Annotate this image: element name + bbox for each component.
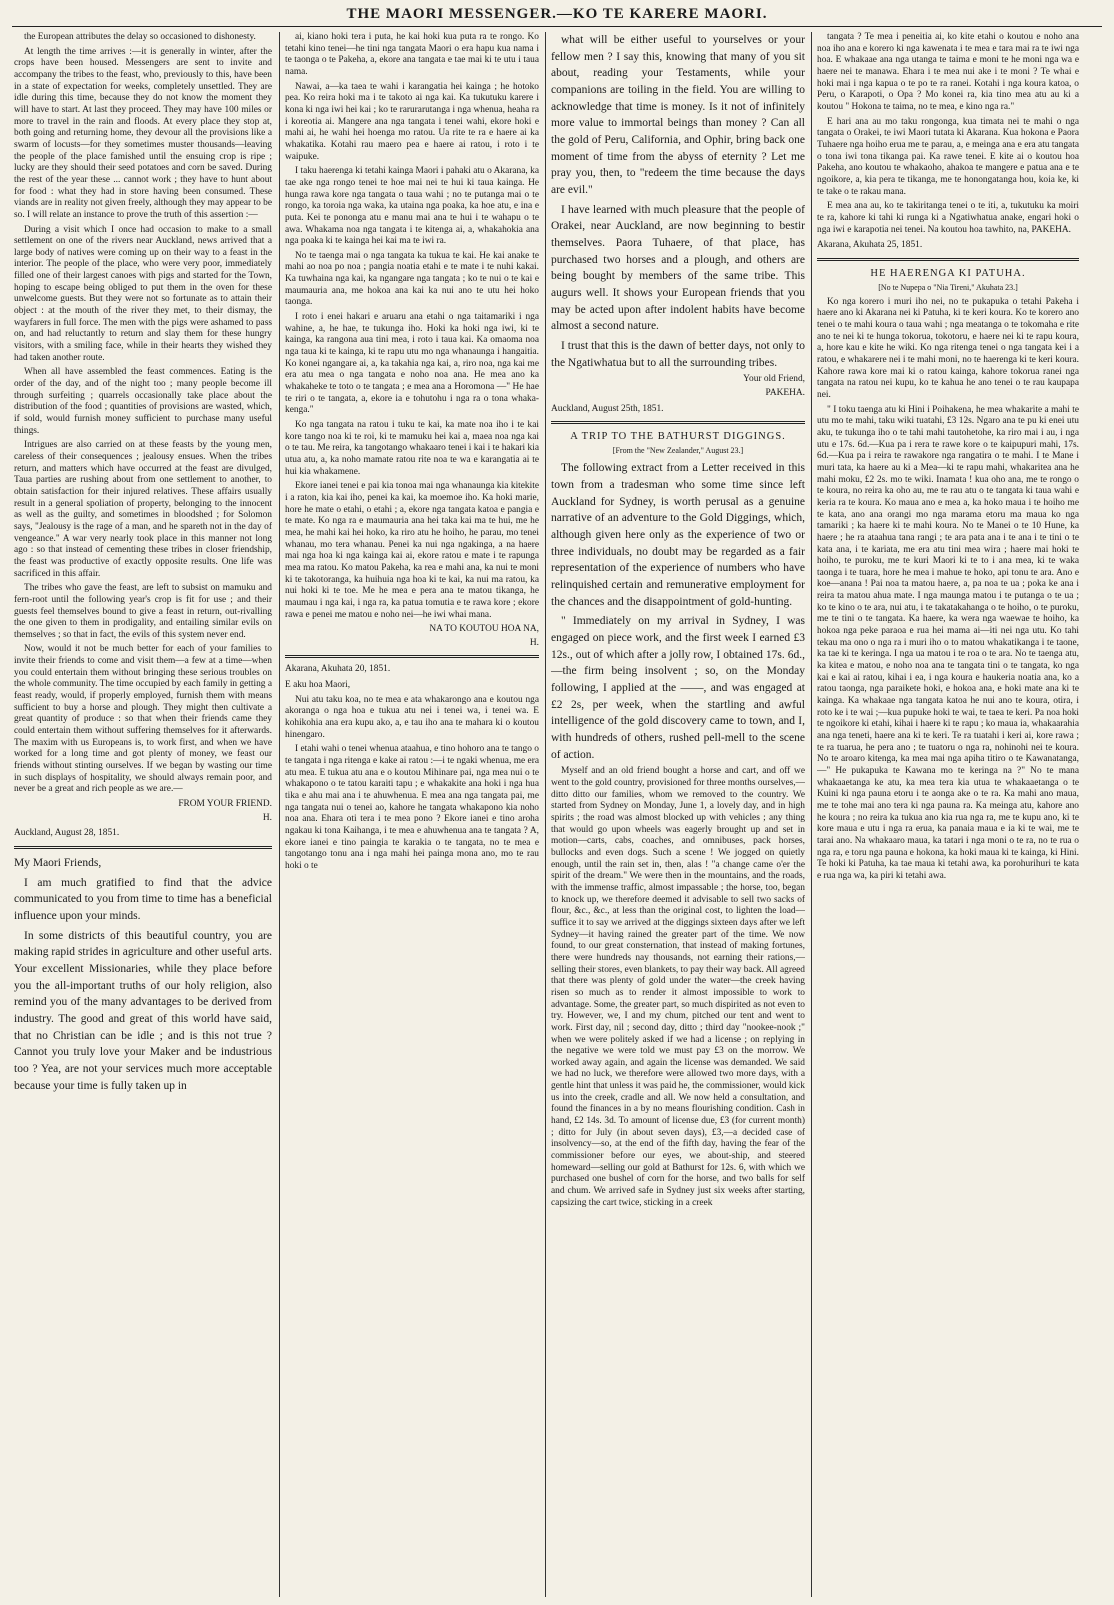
article-source: [From the "New Zealander," August 23.] [612, 446, 744, 456]
article-feasts-maori [285, 32, 539, 621]
paragraph: what will be either useful to yourselves or your fellow men ? I say this, knowing that many of you sit about, reading your Testaments, while your companions are toiling in the field. You are willing to acknowledge that time is money. Is it not of infinitely more value to immortal beings than money ? Can all the gold of Peru, California, and Ophir, bring back one moment of time from the abyss of eternity ? Let me pray you, then, to "redeem the time because the days are evil." [551, 34, 805, 197]
paragraph: Nawai, a—ka taea te wahi i karangatia hei kainga ; he hotoko pea. Ko reira hoki ma i te takoto ai nga kai. Ka tukutuku karere i kona ki nga iwi hei kai ; ko te rarurarutanga i nga whenua, heaha ra i koreotia ai. Mangere ana nga tangata i tenei wahi, ekore hoki e mahi ai, he wahi hei hoenga mo ratou. Ua rite te ra e haere ai ka whakatika. Kotahi rau maero pea e haere ai ratou, i roto i te waipuke. [285, 81, 539, 162]
letter-english-continued [551, 32, 805, 371]
column-rule [545, 32, 546, 1597]
paragraph: E mea ana au, ko te takiritanga tenei o te iti, a, tukutuku ka moiri te ra, kahore ki tahi ki runga ki a Ngatiwhatua anake, engari hoki o nga iwi e karapotia nei tenei. Na koutou hoa tawhito, na, PAKEHA. [817, 201, 1079, 235]
paragraph: the European attributes the delay so occasioned to dishonesty. [24, 32, 256, 42]
dateline: Akarana, Akuhata 20, 1851. [285, 664, 391, 675]
signature-initial: H. [262, 812, 272, 823]
dateline: Auckland, August 25th, 1851. [551, 403, 664, 414]
column-4 [817, 32, 1079, 1597]
signature: FROM YOUR FRIEND. [178, 799, 272, 809]
column-rule [811, 32, 812, 1597]
section-divider [285, 655, 539, 658]
article-heading: A TRIP TO THE BATHURST DIGGINGS. [570, 431, 786, 443]
paragraph: I roto i enei hakari e aruaru ana etahi o nga taitamariki i nga wahine, a, he hae, te tukunga iho. Hoki ka hoki nga iwi, ki te kainga, ka rangona aua tini mea, i roto i taua kai. Ka omaoma noa nga taua ki te kainga, ki te rapu utu mo nga whanaunga i hangaitia. Ko konei ngangare ai, a, ka takahia nga kai, a, riro noa, nga kai me era atu mea o nga tangata e noho noa ana. He mea ano ka whakaheke te toto o te tangata ; e mea ana a Horomona —" He hae te riri o te tangata, a, ekore ia e tohutohu i nga ra o tona whaka-kenga." [285, 312, 539, 416]
column-1 [14, 32, 272, 1597]
paragraph: Now, would it not be much better for each of your families to invite their friends to come and visit them—a few at a time—when you could entertain them without bringing these serious troubles on the whole community. The time occupied by each family in getting a feast ready, would, if properly employed, furnish them with means sufficient to buy a horse and plough. They might then cultivate a great quantity of produce : so that when their friends came they could entertain them without suffering themselves for it afterwards. The maxim with us Europeans is, to work first, and when we have worked for a long time and got plenty of money, we feast our friends without stinting ourselves. If we began by wasting our time in such displays of hospitality, we should always remain poor, and never be a great and rich people as we are.— [14, 644, 272, 795]
paragraph: tangata ? Te mea i peneitia ai, ko kite etahi o koutou e noho ana noa iho ana e korero ki nga kawenata i te mea e tara mai ra te iwi nga hoa. E whakaae ana nga utanga te taima e moni te he moni nga wa e haere nei te manawa. Ehara i te mea nui ake i te moni ? Te whai e hoki mai i nga kapua o te po te ra ranei. Kotahi i nga koura katoa, o Peru, o Karapoti, o Opa ? Mo konei ra, kia tino mea atu au ki a koutou " Hokona te taima, no te mea, e kino nga ra." [817, 32, 1079, 112]
column-3 [551, 32, 805, 1597]
paragraph: ai, kiano hoki tera i puta, he kai hoki kua puta ra te rongo. Ko tetahi kino tenei—he tini nga tangata Maori o era hapu kua nama i te taonga o te Pakeha, a, ekore ana tangata e tae mai ki te utu i taua nama. [285, 32, 539, 77]
masthead: THE MAORI MESSENGER.—KO TE KARERE MAORI. [346, 6, 768, 22]
paragraph: No te taenga mai o nga tangata ka tukua te kai. He kai anake te mahi ao noa po noa ; pangia noatia etahi e te mate i te nuhi kakai. Ka tuwhaina nga kai, ka ngangare nga tangata ; ko te nui o te kai e maumauria ana, me hokoa ana kai ka nui ano te utu hei hoko taonga. [285, 250, 539, 308]
paragraph: At length the time arrives :—it is generally in winter, after the crops have been housed. Messengers are sent to invite and accompany the tribes to the feast, who, previously to this, have been in a state of expectation for weeks, completely unsettled. They are idle during this time, because they do not know the moment they will have to start. At last they proceed. They may have 100 miles or more to travel in the rain and floods. At every place they stop at, both going and returning home, they devour all the provisions like a swarm of locusts—for they sometimes muster thousands—leaving the people of the place famished until the ensuing crop is ripe ; lucky are they should their seed potatoes and corn be saved. During the rest of the year these ... cannot work ; they have to hunt about for food : what they had in store having been consumed. These viands are in reality not given freely, although they may appear to be so. I will relate an instance to prove the truth of this assertion :— [14, 46, 272, 220]
column-rule [279, 32, 280, 1597]
signature: NA TO KOUTOU HOA NA, [429, 624, 539, 635]
letter-maori [285, 695, 539, 873]
signature-name: PAKEHA. [765, 388, 805, 399]
article-intro: Ko nga korero i muri iho nei, no te pukapuka o tetahi Pakeha i haere ano ki Akarana nei ki Patuha, ki te keri koura. Ko te korero ano tenei o te mahi koura o taua wahi ; nga meatanga o te tokomaha e rite ano te nei ki te hunga tokorua, tokotoru, e haere nei ki te rapu koura, a, hore kau e kite he wiki. Ko nga ritenga tenei o nga tangata kei i a ratou, e whakarere nei i te mahi moni, no te haerenga ki te keri koura. Kahore rawa kore mai ki o ratou kainga, kahore tokorua ranei nga tangata na ratou nei kupu, ko te kahua he ano tenei o te rau kaupapa nei. [817, 296, 1079, 400]
salutation: My Maori Friends, [14, 856, 102, 869]
masthead-rule [12, 26, 1102, 27]
article-source: [No te Nupepa o "Nia Tireni," Akuhata 23.] [878, 282, 1018, 292]
article-intro: The following extract from a Letter received in this town from a tradesman who some time since left Auckland for Sydney, is worth perusal as a genuine narrative of an adventure to the Gold Diggings, which, although given here only as the experience of two or three individuals, no doubt may be regarded as a fair representation of the experience of numbers who have relinquished certain and remunerative employment for the chances and the disappointment of gold-hunting. [551, 462, 805, 608]
paragraph: When all have assembled the feast commences. Eating is the order of the day, and of the night too ; many people become ill through surfeiting ; quarrels occasionally take place about the distribution of the food ; quantities of provisions are wasted, which, if sold, would furnish money sufficient to purchase many useful things. [14, 367, 272, 436]
salutation: E aku hoa Maori, [285, 680, 351, 691]
article-feasts-english [14, 32, 272, 796]
paragraph: Ko nga tangata na ratou i tuku te kai, ka mate noa iho i te kai kore tango noa ki te roi, ki te mamuku hei kai a, maea noa nga kai o te tau. Me reira, ka tangotango whakaaro tenei i kai i te hakari kia utua atu, a, ka noho mamate ratou rite noa te wa e karangatia ai te hui kia whakamene. [285, 420, 539, 477]
paragraph: During a visit which I once had occasion to make to a small settlement on one of the rivers near Auckland, news arrived that a large body of natives were coming up on their way to a feast in the interior. The people of the place, who were very poor, immediately filled one of their largest canoes with pigs and started for the Town, hoping to escape being obliged to put them in the oven for these unwelcome guests. But they were not so fortunate as to attain their object : at the mouth of the river they met, to their dismay, the wayfarers in full force. The men with the pigs were ashamed to pass on, and had reluctantly to return and slay them for these hungry visitors, with a smiling face, while in their hearts they wished they had taken another route. [14, 224, 272, 363]
paragraph: The tribes who gave the feast, are left to subsist on mamuku and fern-root until the following year's crop is fit for use ; and their guests feel themselves bound to give a feast in return, out-rivalling the one given to them in prodigality, and entailing similar evils on themselves ; so that in fact, the evils of this system never end. [14, 583, 272, 640]
paragraph: I trust that this is the dawn of better days, not only to the Ngatiwhatua but to all the surrounding tribes. [551, 340, 805, 369]
article-paragraph: " I toku taenga atu ki Hini i Poihakena, he mea whakarite a mahi te utu mo te mahi, taku wiki tuatahi, £3 12s. Ngaro ana te pu ki enei utu aku, te tukunga iho o te tahi mahi tautohetohe, ka riro mai i au, i nga utu e 17s. 6d.—Kua pa i rera te rawe kore o te kaipupuri mahi, 17s. 6d.—Kua pa i reira te rawakore nga rangatira o te mahi. I te Mane i muri tata, ka haere au ki a Mea—ki te rapu mahi, whakaritea ana he mahi moku, £2 2s. mo te wiki. Inamata ! kua oho ana, me te rongo o te koura, no reira ka oho au, me te rau atu o te tangata ki taua wahi e keria ra te koura. Ko maua ano e mea a, ka hoko maua i te hoiho me te kata, ano ana orangi mo nga marama etoru ma maua ko nga tamariki ; ka haere ki te mahi koura. No te Manei o te 10 Hune, ka haere ; he ra ataahua tana rangi ; te ara pata ana i te ana i te tini o te kata ana, i te kariata, me era atu tini mea wira ; haere mai hoki te hoiho, te puroku, me te kuri Maori ki te to i ana mea, ki te waka taonga i te tuara, hore he mea i mahue te hoko, api tonu te ara. Ano e koe—anana ! Pai noa ta matou haere, a, pa noa te ua ; poka ke ana i reira ta matou ahua mate. I nga maunga matou i te putanga o te ua ; ko te kino o te ara, nui atu, i te takatakahanga o te hoiho, o te puroku, me te tini o te tangata. Ka haere, ka wera nga waewae te hoiho, ka hokoa nga peke paraoa e rua hei mama ai—iti nei nga utu. Ko tahi tekau ma ono o nga ra i muri iho o to matou whakatikanga i te taone, ka tae ki te keringa. I nga ua matou i te roa o te ara. No te taenga atu, ka kitea e matou, e noho noa ana te tangata tini o te tangata, ko nga kai e kai ai ratou, kihai i ea, i nga koura e haukeria noatia ana, ko a ratou taonga, nga paraikete hoki, e hokoa ana, e hoki mate ana ki te kainga. Ka whakaae nga tangata katoa he nui ano te koura, otira, i roto ke i te wai ;—kua pupuke hoki te wai, te taea te keri. Pa noa hoki te ngoikore ki etahi, kihai i haere ki te rapu ; ko maua ia, whakaarahia ana nga teneti, haere ana ki te keri. Te ra tuatahi i keri ai, kore rawa ; te ra tuarua, he pera ano ; te tuatoru o nga ra, nohinohi nei te koura. No te aroaro kitenga, ka mea mai nga apiha titiro o te Kawanatanga,—" He pukapuka te Kawana mo te keringa na ?" No te mana whakaaetanga ke atu, ka mea tera kia utua te whakaaetanga o te Kuini ki nga pauna etoru i te aonga ake o te ra. Ka mahi ano maua, me te tohe mai ano tera ki nga pauna ra. Ka meinga atu, kahore ano he koura ; no reira ka tukua ano kia rua nga ra, me te kupu ano, ki te kore maua e utu i nga ra erua, ka panaia maua e ia ki te wai, me te tarai ano. Na whakaaro maua, ka tatari i nga moni o te ra, no te rua o nga ra, e toru nga pauna e hokona, ka hoki maua ki te kainga, ki Hini. Te hoki ki Patuha, ka tae maua ki tetahi awa, ka porohurihuri te kata e rua nga wa, ka piri ki tetahi awa. [817, 404, 1079, 881]
paragraph: Nui atu taku koa, no te mea e ata whakarongo ana e koutou nga akoranga o nga hoa e tukua atu nei i tenei wa, i tenei wa. E kohikohia ana era kupu ako, a, e tau iho ana te mahara ki o koutou hinengaro. [285, 694, 539, 740]
paragraph: I have learned with much pleasure that the people of Orakei, near Auckland, are now beginning to bestir themselves. Paora Tuhaere, of that place, has purchased two horses and a plough, and others are being bought by members of the same tribe. This augurs well. It shows your European friends that you may be acted upon after indolent habits have become almost a second nature. [551, 203, 805, 333]
paragraph: E hari ana au mo taku rongonga, kua timata nei te mahi o nga tangata o Orakei, te iwi Maori tutata ki Akarana. Kua hokona e Paora Tuhaere nga hoiho erua me te parau, a, e meinga ana e era atu tangata o tona iwi tona tikanga pai. Ka rawe tenei. E kite ai o koutou hoa Pakeha, ano koutou te whakaoho, ahakoa te mangere e patua ana e te ngoikore, a, kia pera te tikanga, me te honongatanga hou, koia ke, ki te take o te rakau mana. [817, 116, 1079, 197]
dateline: Auckland, August 28, 1851. [14, 828, 120, 839]
dateline: Akarana, Akuhata 25, 1851. [817, 240, 923, 251]
signature: Your old Friend, [743, 374, 805, 385]
paragraph: Ekore ianei tenei e pai kia tonoa mai nga whanaunga kia kitekite i a raton, kia kai iho, penei ka kai, ka moemoe iho. Ka hoki marie, hore he mate o etahi, o etahi ; a, ekore nga tangata katoa e pangia e te mate. Ko nga ra e maumauria ana hei taka kai ma te hui, me he mea, he mahi kai hei hoko, ka riro atu he hoiho, he parau, mo tenei whanau, mo tera whanau. Penei ka nui nga ngakinga, a na haere mai nga hoa ki nga kainga kai ai, ekore ratou e mate i te rapunga mea ma ratou. Ko matou Pakeha, ka rea e mahi ana, ka nui te moni ki te takotoranga, ka huihuia nga hoa ki te kai, ka nui ma ratou, ka nui hoki ki te toe. Me he mea e pera ana te matou tikanga, he maumau i nga kai, i nga ra, ka patua tomutia e te rawa kore ; ekore rawa e penei me matou e noho nei—he iwi whai mana. [285, 481, 539, 620]
section-divider [817, 258, 1079, 261]
article-paragraph: Myself and an old friend bought a horse and cart, and off we went to the gold country, provisioned for three months ourselves,—ditto ditto our families, whom we removed to the country. We started from Sydney on Monday, June 1, a lovely day, and in high spirits ; the road was almost blocked up with vehicles ; any thing that would go upon wheels was eagerly brought up and set in motion—carts, cabs, coaches, and omnibuses, pack horses, bullocks and even dogs. Such a scene ! We jogged on quietly enough, until the rain set in, then, alas ! "a change came o'er the spirit of the dream." We were then in the mountains, and the roads, with the immense traffic, almost impassable ; the horse, too, began to knock up, we therefore deemed it advisable to sell two sacks of flour, &c., &c., at less than the original cost, to lighten the load—suffice it to say we arrived at the diggings sixteen days after we left Sydney—it having rained the greater part of the time. We now found, to our great consternation, that instead of making fortunes, there were hundreds nay thousands, not earning their rations,—selling their stores, even blankets, to pay their way back. All agreed that there was plenty of gold under the water—the creek having risen so much as to render it almost impossible to work to advantage. Some, the greater part, so much dispirited as not even to try. However, we, I and my chum, pitched our tent and went to work. First day, nil ; second day, ditto ; third day "nookee-nook ;" when we were politely asked if we had a license ; on replying in the negative we were told we must pay £3 on the morrow. We worked away again, and again the license was demanded. We said we had no luck, we therefore were allowed two more days, with a gentle hint that unless it was paid he, the commissioner, would kick us into the creek, cradle and all. We now held a consultation, and found the finances in a by no means flourishing condition. Cash in hand, £2 14s. 3d. To amount of license due, £3 (for current month) ; ditto for July (in about seven days), £3,—a decided case of insolvency—so, at the end of the fifth day, having the fear of the commissioner before our eyes, we about-ship, and steered homeward—selling our gold at Bathurst for 12s. 6, with which we purchased one bushel of corn for the horse, and two balls for self and chum. We arrived safe in Sydney just six weeks after starting, capsizing the cart twice, sticking in a creek [551, 766, 805, 1208]
paragraph: In some districts of this beautiful country, you are making rapid strides in agriculture and other useful arts. Your excellent Missionaries, while they place before you the all-important truths of our holy religion, also remind you of the many advantages to be derived from industry. The good and great of this world have said, that no Christian can be idle ; and is this not true ? Cannot you truly love your Maker and be industrious too ? Yea, are not your services much more acceptable because your time is fully taken up in [14, 929, 272, 1092]
paragraph: I am much gratified to find that the advice communicated to you from time to time has a beneficial influence upon your minds. [14, 876, 272, 922]
letter-english [14, 875, 272, 1095]
paragraph: Intrigues are also carried on at these feasts by the young men, careless of their consequences ; jealousy ensues. When the tribes return, and matters which have occurred at the feast are divulged, Taua parties are rushing about from one settlement to another, to obtain satisfaction for their injured relatives. These affairs usually result in a general spoliation of property, belonging to the innocent as well as the guilty, and sometimes in bloodshed ; for Solomon says, "Jealousy is the rage of a man, and he spareth not in the day of vengeance." A war very nearly took place in this manner not long ago : so that instead of cementing these tribes in closer friendship, the feast was productive of exactly opposite results. One life was sacrificed in this affair. [14, 440, 272, 579]
letter-maori-continued [817, 32, 1079, 236]
article-heading: HE HAERENGA KI PATUHA. [870, 267, 1026, 279]
section-divider [551, 421, 805, 424]
signature-initial: H. [529, 637, 539, 648]
article-paragraph: " Immediately on my arrival in Sydney, I was engaged on piece work, and the first week I earned £3 12s., out of which after a jolly row, I obtained 17s. 6d.,—the firm being insolvent ; so, on the Monday following, I applied at the ——, and was engaged at £2 2s, per week, when the startling and awful intelligence of the gold discovery came to town, and I, with hundreds of others, rushed pell-mell to the scene of action. [551, 615, 805, 761]
paragraph: I taku haerenga ki tetahi kainga Maori i pahaki atu o Akarana, ka tae ake nga rongo tenei te hoe mai nei te hui ki taua kainga. He hunga rawa kore nga tangata o taua wahi ; no te putanga mai o te rongo, ka toroia nga waka, ka utaina nga poaka, ka hoe atu, e ina e puta. Kei te pononga atu e manu mai ana te hui i te wahapu o te awa. Whakama noa nga tangata i te kitenga ai, a, whakahokia ana nga poaka ki te kainga hei kai ma te iwi ra. [285, 166, 539, 247]
paragraph: I etahi wahi o tenei whenua ataahua, e tino hohoro ana te tango o te tangata i nga ritenga e kake ai ratou :—i te ngaki whenua, me era atu mea. E tukua atu ana e o koutou Mihinare pai, nga mea nui o te whakapono o te tatou karaiti tapu ; e whakakite ana hoki i nga hua tika e ahu mai ana i te ahuwhenua. E mea ana nga tangata pai, me nga tangata nui o tenei ao, kahore he tangata whakapono kia noho noa ana. Ehara oti tera i te mea pono ? Ekore ianei e tino aroha ngakau ki tona Kaihanga, i te mea e ahuwhenua ana te tangata ? A, ekore ianei e tino paingia te karakia o te tangata, no te mea e tangotango tonu ana i nga mahi hei painga mona ano, mo te rau hoki o te [285, 744, 539, 871]
column-2 [285, 32, 539, 1597]
section-divider [14, 846, 272, 849]
